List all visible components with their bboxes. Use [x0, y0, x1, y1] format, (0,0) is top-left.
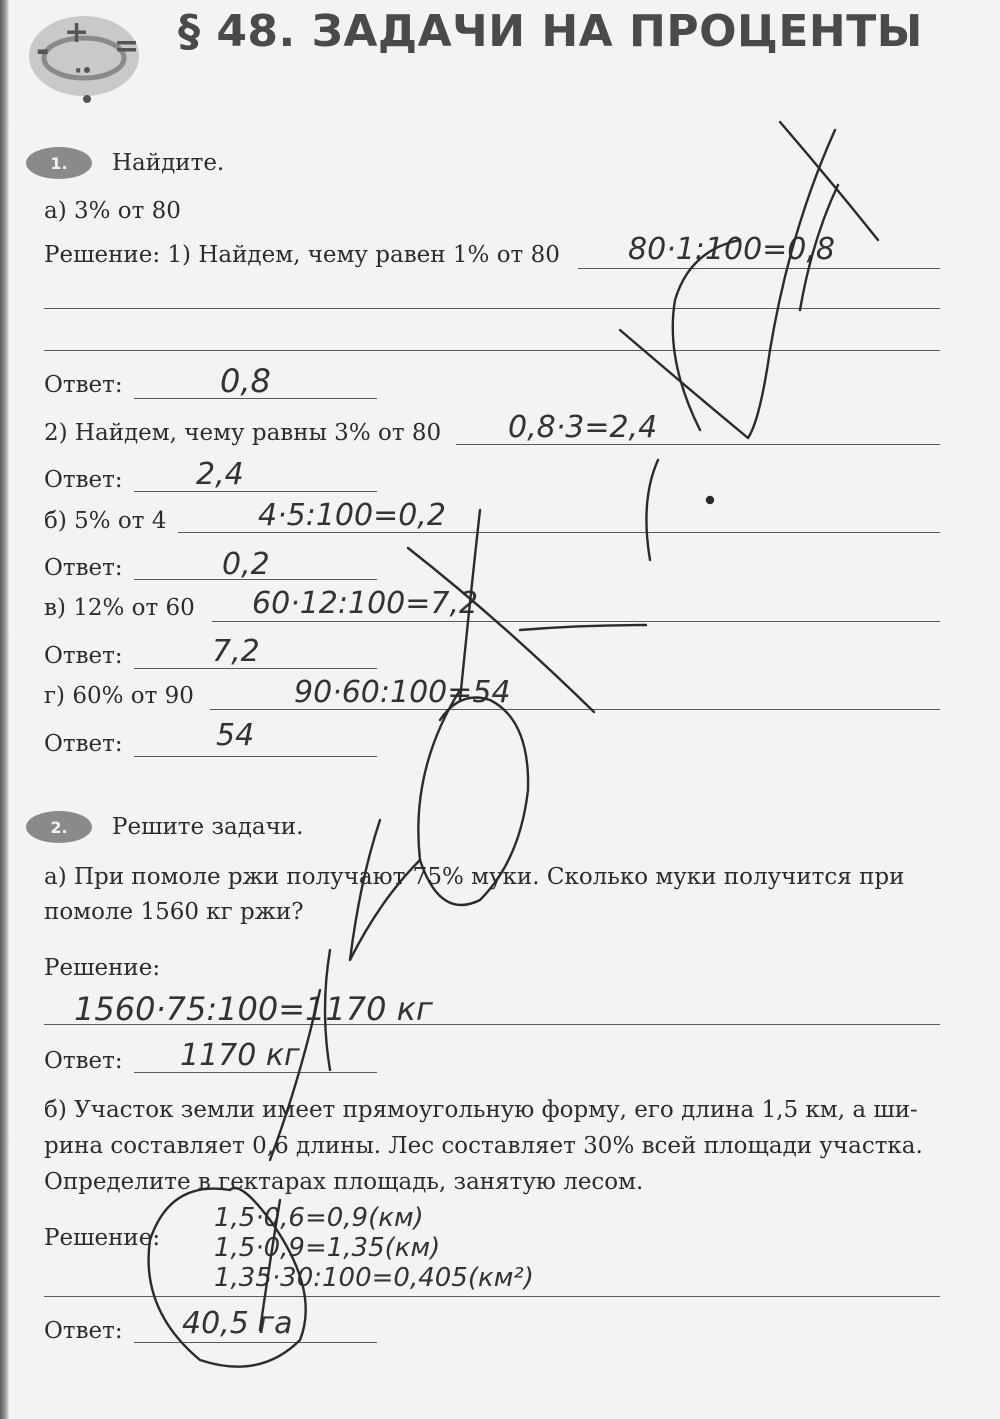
- answer-line: [44, 350, 940, 351]
- solution-label: Решение:: [44, 955, 161, 981]
- task-2-prompt: Решите задачи.: [112, 814, 304, 840]
- handwritten-solution: 4·5:100=0,2: [258, 498, 446, 533]
- task-1d-label: г) 60% от 90: [44, 683, 194, 709]
- task-2a-text-line-2: помоле 1560 кг ржи?: [44, 899, 304, 925]
- task-1a-label: а) 3% от 80: [44, 198, 181, 224]
- page-title: § 48. ЗАДАЧИ НА ПРОЦЕНТЫ: [178, 6, 923, 57]
- answer-label: Ответ:: [44, 731, 123, 757]
- answer-line: [44, 308, 940, 309]
- answer-line: [212, 621, 940, 622]
- task-1a-step-2-label: 2) Найдем, чему равны 3% от 80: [44, 420, 442, 446]
- svg-text:+: +: [64, 15, 90, 50]
- handwritten-answer: 0,2: [222, 547, 270, 582]
- task-2b-text-line-2: рина составляет 0,6 длины. Лес составляет 30% всей площади участка.: [44, 1133, 923, 1159]
- handwritten-step-2: 0,8·3=2,4: [508, 410, 658, 445]
- answer-line: [134, 491, 377, 492]
- handwritten-solution: 60·12:100=7,2: [252, 586, 479, 621]
- answer-label: Ответ:: [44, 372, 123, 398]
- handwritten-solution: 1,5·0,6=0,9(км): [214, 1203, 424, 1233]
- answer-label: Ответ:: [44, 467, 123, 493]
- handwritten-answer: 2,4: [196, 457, 244, 492]
- task-2b-text-line-3: Определите в гектарах площадь, занятую лесом.: [44, 1169, 644, 1195]
- handwritten-solution: 90·60:100=54: [294, 675, 511, 710]
- handwritten-answer: 7,2: [212, 634, 260, 669]
- answer-line: [134, 1342, 377, 1343]
- answer-label: Ответ:: [44, 1048, 123, 1074]
- answer-label: Ответ:: [44, 1318, 123, 1344]
- task-2b-text-line-1: б) Участок земли имеет прямоугольную форму, его длина 1,5 км, а ши-: [44, 1097, 918, 1123]
- handwritten-answer: 0,8: [220, 362, 271, 400]
- handwritten-answer: 40,5 га: [182, 1306, 293, 1341]
- task-1b-label: б) 5% от 4: [44, 508, 167, 534]
- answer-line: [134, 756, 377, 757]
- task-2-badge: 2.: [26, 811, 92, 843]
- answer-label: Ответ:: [44, 643, 123, 669]
- answer-line: [44, 1296, 940, 1297]
- handwritten-solution: 1560·75:100=1170 кг: [74, 990, 433, 1028]
- answer-label: Ответ:: [44, 555, 123, 581]
- handwritten-step-1: 80·1:100=0,8: [628, 232, 836, 267]
- answer-line: [578, 268, 940, 269]
- task-1-badge: 1.: [26, 147, 92, 179]
- handwritten-solution: 1,35·30:100=0,405(км²): [214, 1263, 534, 1293]
- handwritten-answer: 54: [216, 718, 255, 753]
- handwritten-answer: 1170 кг: [180, 1038, 300, 1073]
- task-1-prompt: Найдите.: [112, 150, 225, 176]
- answer-line: [44, 1024, 940, 1025]
- math-operations-icon: [22, 6, 162, 106]
- task-1c-label: в) 12% от 60: [44, 595, 195, 621]
- svg-text:=: =: [114, 29, 140, 64]
- task-1a-solution-label: Решение: 1) Найдем, чему равен 1% от 80: [44, 242, 560, 268]
- svg-text:-: -: [36, 31, 50, 69]
- task-2a-text-line-1: а) При помоле ржи получают 75% муки. Сколько муки получится при: [44, 864, 905, 890]
- handwritten-solution: 1,5·0,9=1,35(км): [214, 1233, 441, 1263]
- solution-label: Решение:: [44, 1225, 161, 1251]
- page-scan-edge: [0, 0, 9, 1419]
- svg-text:·: ·: [74, 59, 83, 84]
